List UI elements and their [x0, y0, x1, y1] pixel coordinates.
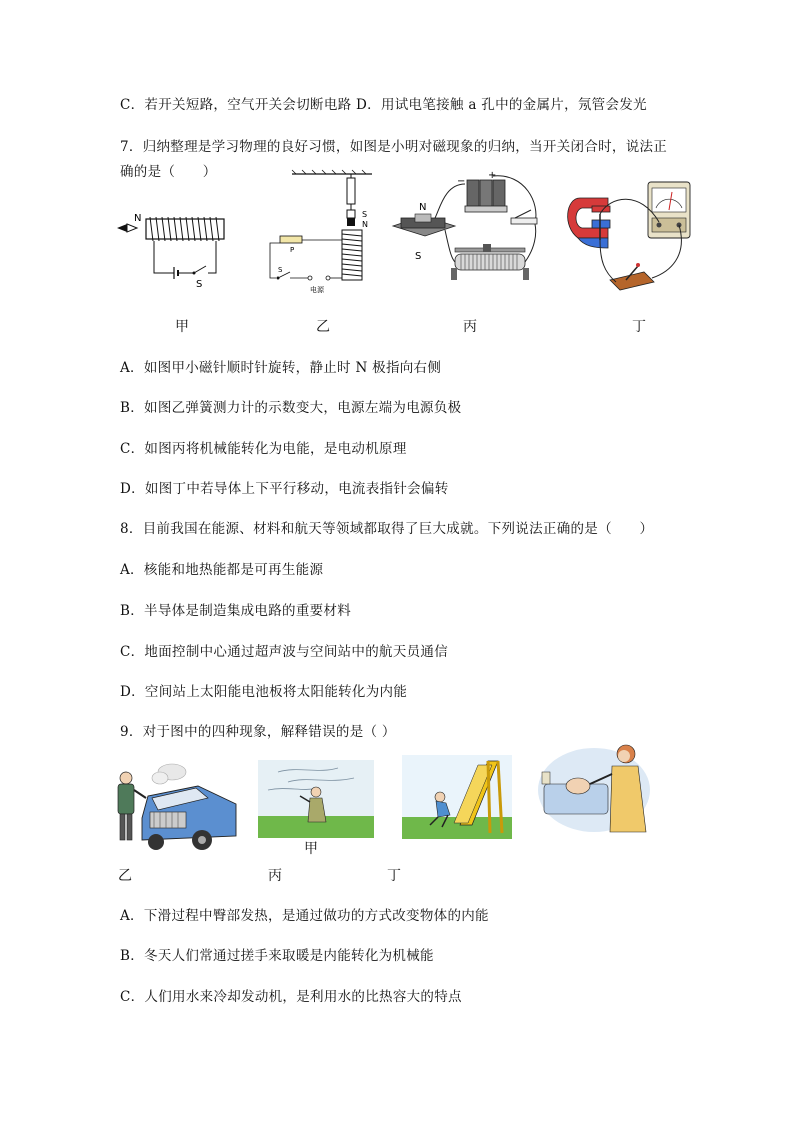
bing-label-minus: −	[457, 176, 466, 187]
q8-option-c: C．地面控制中心通过超声波与空间站中的航天员通信	[120, 644, 449, 660]
jia-label-s: S	[196, 279, 203, 290]
yi-label-p: P	[290, 246, 295, 254]
q7-caption-yi: 乙	[316, 319, 330, 335]
q7-stem-line1: 7．归纳整理是学习物理的良好习惯，如图是小明对磁现象的归纳，当开关闭合时，说法正	[120, 139, 668, 155]
ding-knife-switch-icon	[610, 263, 654, 290]
q7-stem-line2: 确的是（ ）	[120, 164, 217, 180]
horseshoe-magnet-icon	[568, 198, 610, 248]
q6-option-cd: C．若开关短路，空气开关会切断电路 D．用试电笔接触 a 孔中的金属片，氖管会发光	[120, 97, 647, 113]
bing-label-s: S	[415, 251, 422, 262]
knife-switch-icon	[511, 210, 537, 224]
q7-figure-ding	[560, 176, 695, 300]
q9-figure-bed	[538, 740, 656, 836]
q7-figure-jia	[112, 205, 232, 290]
magnet-top-s	[347, 210, 355, 218]
q7-option-c: C．如图丙将机械能转化为电能，是电动机原理	[120, 441, 407, 457]
q8-option-a: A．核能和地热能都是可再生能源	[120, 562, 324, 578]
q8-option-d: D．空间站上太阳能电池板将太阳能转化为内能	[120, 684, 408, 700]
q9-figure-wind	[258, 760, 374, 838]
jia-wire-left	[154, 241, 174, 273]
bing-label-n: N	[419, 202, 427, 213]
spring-scale-icon	[347, 178, 355, 204]
q7-caption-bing: 丙	[463, 319, 477, 335]
sliding-rheostat	[280, 236, 302, 243]
q8-stem: 8．目前我国在能源、材料和航天等领域都取得了巨大成就。下列说法正确的是（ ）	[120, 521, 654, 537]
magnet-bottom-n	[347, 218, 355, 226]
car-icon	[142, 786, 236, 850]
q9-figure-car	[112, 758, 240, 858]
q7-caption-ding: 丁	[632, 319, 646, 335]
galvanometer-icon	[648, 182, 690, 238]
rheostat-icon	[451, 244, 529, 280]
q9-stem: 9．对于图中的四种现象，解释错误的是（ ）	[120, 724, 396, 740]
q7-option-b: B．如图乙弹簧测力计的示数变大，电源左端为电源负极	[120, 400, 462, 416]
q7-caption-jia: 甲	[175, 319, 189, 335]
q9-caption-ding: 丁	[387, 868, 401, 884]
yi-label-source: 电源	[310, 286, 324, 294]
yi-label-s: S	[362, 210, 368, 219]
q7-option-d: D．如图丁中若导体上下平行移动，电流表指针会偏转	[120, 481, 449, 497]
q9-option-c: C．人们用水来冷却发动机，是利用水的比热容大的特点	[120, 989, 462, 1005]
q9-caption-bing: 丙	[268, 868, 282, 884]
bedside-cup	[542, 772, 550, 784]
q9-figure-slide	[402, 755, 512, 839]
yi-label-n: N	[362, 220, 368, 229]
bing-label-plus: +	[488, 170, 497, 181]
switch-icon	[194, 266, 206, 273]
q9-option-b: B．冬天人们常通过搓手来取暖是内能转化为机械能	[120, 948, 434, 964]
battery-pack-icon	[465, 180, 507, 212]
q7-figure-bing	[385, 168, 553, 288]
compass-needle-icon	[117, 224, 137, 232]
yi-label-s-switch: S	[278, 266, 283, 274]
jia-label-n: N	[134, 213, 142, 224]
q9-option-a: A．下滑过程中臀部发热，是通过做功的方式改变物体的内能	[120, 908, 489, 924]
q8-option-b: B．半导体是制造集成电路的重要材料	[120, 603, 352, 619]
q7-figure-yi	[262, 168, 380, 298]
q9-caption-jia: 甲	[304, 841, 318, 857]
q7-option-a: A．如图甲小磁针顺时针旋转，静止时 N 极指向右侧	[120, 360, 442, 376]
q9-caption-yi: 乙	[118, 868, 132, 884]
